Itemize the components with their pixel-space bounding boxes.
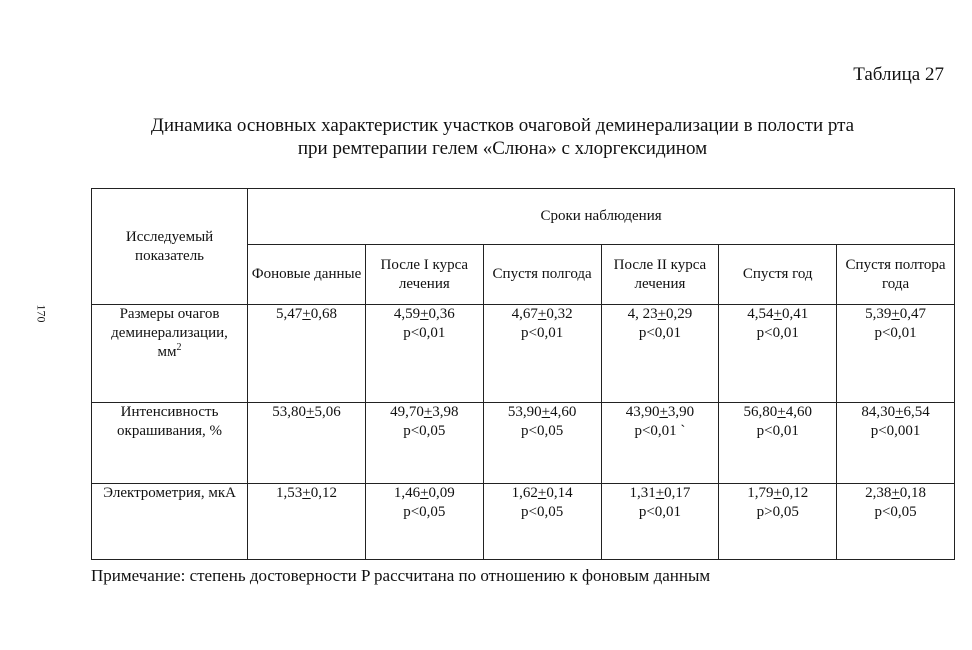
cell-value: 1,46+0,09 bbox=[393, 485, 455, 501]
table-cell bbox=[248, 305, 366, 403]
table-cell bbox=[719, 305, 837, 403]
column-header: Спустя год bbox=[719, 245, 837, 305]
cell-p: p<0,01 bbox=[403, 325, 446, 341]
table-cell bbox=[248, 484, 366, 560]
table-title bbox=[0, 114, 972, 160]
cell-value: 53,90+4,60 bbox=[507, 404, 577, 420]
table-cell bbox=[483, 305, 601, 403]
table-row bbox=[92, 403, 955, 484]
cell-p: p<0,05 bbox=[521, 504, 564, 520]
cell-value: 1,53+0,12 bbox=[276, 485, 337, 501]
header-row-1 bbox=[92, 189, 955, 245]
cell-value: 84,30+6,54 bbox=[861, 404, 930, 420]
table-cell bbox=[365, 403, 483, 484]
cell-value: 1,62+0,14 bbox=[511, 485, 573, 501]
row-label-text: Электрометрия, мкА bbox=[103, 485, 236, 501]
table-cell bbox=[719, 403, 837, 484]
cell-value: 2,38+0,18 bbox=[865, 485, 927, 501]
table-row bbox=[92, 305, 955, 403]
row-label bbox=[92, 484, 248, 560]
cell-value: 1,31+0,17 bbox=[629, 485, 691, 501]
cell-p: p>0,05 bbox=[756, 504, 799, 520]
cell-p: p<0,05 bbox=[403, 423, 446, 439]
cell-p: p<0,01 bbox=[756, 325, 799, 341]
table-cell bbox=[837, 484, 955, 560]
table-note: Примечание: степень достоверности P рассчитана по отношению к фоновым данным bbox=[91, 566, 711, 585]
table-cell bbox=[365, 305, 483, 403]
cell-value: 4,59+0,36 bbox=[393, 306, 455, 322]
table-cell bbox=[837, 403, 955, 484]
table-cell bbox=[719, 484, 837, 560]
cell-value: 5,39+0,47 bbox=[865, 306, 927, 322]
cell-p: p<0,01 ` bbox=[634, 423, 686, 439]
table-label: Таблица 27 bbox=[853, 64, 944, 85]
column-header: Спустя полгода bbox=[483, 245, 601, 305]
cell-value: 4,54+0,41 bbox=[747, 306, 809, 322]
cell-value: 43,90+3,90 bbox=[625, 404, 695, 420]
cell-p: p<0,01 bbox=[638, 325, 682, 341]
row-label-unit: мм bbox=[157, 344, 177, 360]
cell-p: p<0,05 bbox=[874, 504, 917, 520]
table-cell bbox=[601, 305, 719, 403]
table-row bbox=[92, 484, 955, 560]
table-cell bbox=[365, 484, 483, 560]
column-header: После I курса лечения bbox=[365, 245, 483, 305]
table-cell bbox=[601, 403, 719, 484]
column-header: Фоновые данные bbox=[248, 245, 366, 305]
cell-value: 56,80+4,60 bbox=[743, 404, 812, 420]
cell-value: 1,79+0,12 bbox=[747, 485, 809, 501]
data-table bbox=[91, 188, 955, 560]
cell-p: p<0,001 bbox=[870, 423, 921, 439]
table-title-line2: при ремтерапии гелем «Слюна» с хлоргексидином bbox=[297, 138, 708, 159]
cell-p: p<0,05 bbox=[521, 423, 564, 439]
cell-p: p<0,01 bbox=[521, 325, 564, 341]
cell-value: 4, 23+0,29 bbox=[627, 306, 693, 322]
row-label-text: Размеры очагов деминерализации, bbox=[111, 306, 228, 341]
cell-value: 5,47+0,68 bbox=[276, 306, 337, 322]
column-header: После II курса лечения bbox=[601, 245, 719, 305]
cell-p: p<0,01 bbox=[874, 325, 917, 341]
cell-value: 4,67+0,32 bbox=[511, 306, 573, 322]
group-header: Сроки наблюдения bbox=[248, 189, 955, 245]
table-cell bbox=[483, 403, 601, 484]
page-number: 170 bbox=[34, 304, 49, 323]
cell-p: p<0,01 bbox=[638, 504, 682, 520]
row-label-unit-sup: 2 bbox=[176, 342, 182, 353]
cell-p: p<0,05 bbox=[403, 504, 446, 520]
param-header: Исследуемый показатель bbox=[92, 189, 248, 305]
row-label-text: Интенсивность окрашивания, % bbox=[117, 404, 223, 439]
column-header: Спустя полтора года bbox=[837, 245, 955, 305]
table-title-line1: Динамика основных характеристик участков очаговой деминерализации в полости рта bbox=[150, 115, 855, 136]
table-cell bbox=[483, 484, 601, 560]
table-cell bbox=[837, 305, 955, 403]
table-cell bbox=[248, 403, 366, 484]
cell-value: 53,80+5,06 bbox=[272, 404, 341, 420]
row-label bbox=[92, 305, 248, 403]
row-label bbox=[92, 403, 248, 484]
cell-value: 49,70+3,98 bbox=[390, 404, 459, 420]
cell-p: p<0,01 bbox=[756, 423, 799, 439]
table-cell bbox=[601, 484, 719, 560]
